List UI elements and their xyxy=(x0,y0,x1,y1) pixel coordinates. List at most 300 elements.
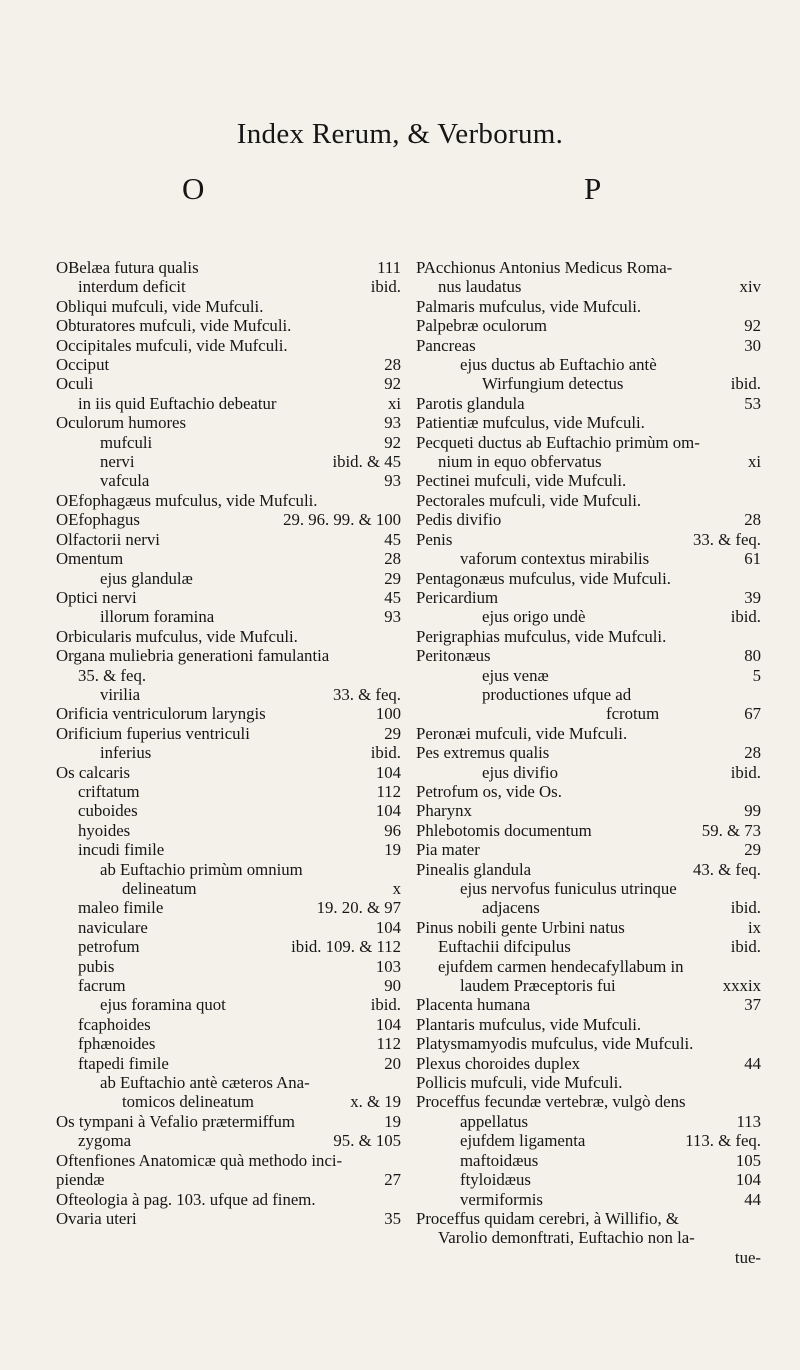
entry-page xyxy=(751,258,761,277)
entry-page: ibid. & 45 xyxy=(332,452,401,472)
entry-page xyxy=(751,724,761,743)
entry-text: in iis quid Euftachio debeatur xyxy=(78,393,277,413)
entry-text: Pharynx xyxy=(416,801,472,821)
entry-page: ibid. xyxy=(730,898,761,918)
index-entry xyxy=(416,957,761,976)
entry-page: 105 xyxy=(735,1150,761,1170)
index-entry xyxy=(56,995,401,1014)
entry-text: vaforum contextus mirabilis xyxy=(460,549,650,569)
entry-page: 45 xyxy=(384,529,401,549)
entry-text: Pinus nobili gente Urbini natus xyxy=(416,917,625,937)
entry-text: tue- xyxy=(734,1247,761,1267)
entry-page: 113 xyxy=(736,1111,761,1131)
entry-page: 90 xyxy=(384,976,401,996)
index-entry xyxy=(416,646,761,665)
entry-page: 99 xyxy=(744,801,761,821)
entry-page: 35 xyxy=(384,1208,401,1228)
entry-text: ab Euftachio primùm omnium xyxy=(100,859,303,879)
index-entry xyxy=(56,898,401,917)
index-entry xyxy=(56,1015,401,1034)
entry-page: 28 xyxy=(384,549,401,569)
entry-text: Pecqueti ductus ab Euftachio primùm om- xyxy=(416,432,700,452)
index-entry xyxy=(416,937,761,956)
entry-text: PAcchionus Antonius Medicus Roma- xyxy=(416,258,673,277)
entry-text: ejufdem ligamenta xyxy=(460,1131,586,1151)
entry-text: ejus foramina quot xyxy=(100,995,226,1015)
index-entry xyxy=(56,1170,401,1189)
entry-page: 61 xyxy=(744,549,761,569)
entry-text: nus laudatus xyxy=(438,277,522,297)
entry-text: nium in equo obfervatus xyxy=(438,452,602,472)
index-entry xyxy=(416,277,761,296)
entry-text: fphænoides xyxy=(78,1034,156,1054)
entry-text: adjacens xyxy=(482,898,540,918)
index-entry xyxy=(56,394,401,413)
entry-text: Obturatores mufculi, vide Mufculi. xyxy=(56,316,292,336)
entry-page: 33. & feq. xyxy=(692,529,761,549)
entry-text: 35. & feq. xyxy=(78,665,147,685)
index-entry xyxy=(416,918,761,937)
index-entry xyxy=(56,801,401,820)
index-entry xyxy=(416,763,761,782)
index-entry xyxy=(416,1131,761,1150)
entry-page: xi xyxy=(387,393,401,413)
entry-page xyxy=(391,1151,401,1170)
entry-text: incudi fimile xyxy=(78,840,165,860)
entry-page xyxy=(391,1073,401,1092)
entry-text: cuboides xyxy=(78,801,138,821)
entry-page: 29 xyxy=(744,840,761,860)
index-column-p xyxy=(416,258,761,1267)
entry-page xyxy=(391,491,401,510)
entry-page: xxxix xyxy=(722,976,761,996)
entry-text: ejus venæ xyxy=(482,665,549,685)
index-entry xyxy=(416,530,761,549)
entry-page xyxy=(751,491,761,510)
index-entry xyxy=(416,588,761,607)
index-entry xyxy=(56,336,401,355)
entry-page: 100 xyxy=(375,704,401,724)
index-entry xyxy=(416,840,761,859)
entry-text: Orificia ventriculorum laryngis xyxy=(56,704,266,724)
index-entry xyxy=(56,1190,401,1209)
entry-page: 28 xyxy=(384,355,401,375)
entry-text: Occipitales mufculi, vide Mufculi. xyxy=(56,335,288,355)
entry-text: Ovaria uteri xyxy=(56,1208,137,1228)
entry-page xyxy=(751,413,761,432)
entry-page: x. & 19 xyxy=(350,1092,401,1112)
index-entry xyxy=(416,1034,761,1053)
entry-page: 43. & feq. xyxy=(692,859,761,879)
index-entry xyxy=(56,1073,401,1092)
entry-page xyxy=(391,336,401,355)
entry-text: Omentum xyxy=(56,549,124,569)
entry-text: ejus origo undè xyxy=(482,607,586,627)
entry-page xyxy=(391,316,401,335)
entry-text: Plantaris mufculus, vide Mufculi. xyxy=(416,1014,642,1034)
entry-text: Optici nervi xyxy=(56,587,137,607)
entry-text: Obliqui mufculi, vide Mufculi. xyxy=(56,296,264,316)
index-entry xyxy=(56,646,401,665)
entry-page: 44 xyxy=(744,1053,761,1073)
index-entry xyxy=(56,471,401,490)
index-entry xyxy=(56,549,401,568)
entry-text: Oculorum humores xyxy=(56,413,187,433)
index-entry xyxy=(416,898,761,917)
entry-text: Pectinei mufculi, vide Mufculi. xyxy=(416,471,627,491)
index-entry xyxy=(416,374,761,393)
index-entry xyxy=(56,763,401,782)
index-entry xyxy=(56,666,401,685)
entry-text: hyoides xyxy=(78,820,131,840)
entry-page xyxy=(751,685,761,704)
index-entry xyxy=(416,549,761,568)
entry-text: inferius xyxy=(100,743,152,763)
entry-text: Organa muliebria generationi famulantia xyxy=(56,646,330,666)
index-entry xyxy=(416,1209,761,1228)
index-entry xyxy=(56,1112,401,1131)
entry-page xyxy=(751,957,761,976)
index-entry xyxy=(56,724,401,743)
index-entry xyxy=(416,413,761,432)
entry-text: Palmaris mufculus, vide Mufculi. xyxy=(416,296,642,316)
entry-text: ejus ductus ab Euftachio antè xyxy=(460,355,657,375)
entry-page: 113. & feq. xyxy=(685,1131,761,1151)
entry-text: ejus nervofus funiculus utrinque xyxy=(460,879,677,898)
entry-text: Patientiæ mufculus, vide Mufculi. xyxy=(416,413,645,433)
entry-text: Os calcaris xyxy=(56,762,131,782)
entry-page: 92 xyxy=(384,432,401,452)
entry-page: 67 xyxy=(744,704,761,724)
index-entry xyxy=(56,957,401,976)
index-entry xyxy=(416,860,761,879)
entry-page: 59. & 73 xyxy=(701,820,761,840)
index-entry xyxy=(416,1190,761,1209)
index-entry xyxy=(416,1170,761,1189)
entry-text: Pectorales mufculi, vide Mufculi. xyxy=(416,490,642,510)
entry-text: mufculi xyxy=(100,432,153,452)
index-entry xyxy=(56,607,401,626)
index-column-o xyxy=(56,258,401,1228)
entry-text: Palpebræ oculorum xyxy=(416,316,547,336)
entry-page: 111 xyxy=(377,258,401,277)
entry-text: Oculi xyxy=(56,374,94,394)
index-entry xyxy=(56,1151,401,1170)
index-entry xyxy=(56,355,401,374)
entry-text: Placenta humana xyxy=(416,995,531,1015)
index-entry xyxy=(416,1112,761,1131)
entry-page: 29. 96. 99. & 100 xyxy=(283,510,401,530)
index-entry xyxy=(56,627,401,646)
index-entry xyxy=(416,1248,761,1267)
entry-page: 112 xyxy=(376,1034,401,1054)
entry-page xyxy=(751,297,761,316)
entry-text: OBelæa futura qualis xyxy=(56,258,199,277)
entry-text: virilia xyxy=(100,684,141,704)
index-entry xyxy=(56,1034,401,1053)
entry-text: Ofteologia à pag. 103. ufque ad finem. xyxy=(56,1189,316,1209)
entry-text: OEfophagæus mufculus, vide Mufculi. xyxy=(56,490,318,510)
entry-page: 104 xyxy=(375,801,401,821)
entry-page: 33. & feq. xyxy=(332,684,401,704)
entry-page xyxy=(751,433,761,452)
entry-page: 93 xyxy=(384,607,401,627)
entry-page: 93 xyxy=(384,413,401,433)
index-entry xyxy=(56,316,401,335)
entry-text: Pollicis mufculi, vide Mufculi. xyxy=(416,1073,623,1093)
entry-page: 92 xyxy=(744,316,761,336)
entry-page: ibid. xyxy=(730,937,761,957)
index-entry xyxy=(56,879,401,898)
entry-page: ibid. 109. & 112 xyxy=(291,937,401,957)
index-entry xyxy=(56,1092,401,1111)
entry-page: 104 xyxy=(375,1014,401,1034)
entry-page: ibid. xyxy=(730,762,761,782)
index-entry xyxy=(416,1054,761,1073)
entry-page: 19. 20. & 97 xyxy=(316,898,401,918)
entry-text: Pia mater xyxy=(416,840,480,860)
entry-text: Occiput xyxy=(56,355,110,375)
entry-text: fcaphoides xyxy=(78,1014,151,1034)
index-entry xyxy=(416,801,761,820)
entry-page: ix xyxy=(747,917,761,937)
entry-page xyxy=(751,1015,761,1034)
index-entry xyxy=(416,433,761,452)
index-entry xyxy=(56,782,401,801)
entry-text: nervi xyxy=(100,452,135,472)
entry-page xyxy=(751,1034,761,1053)
index-entry xyxy=(416,743,761,762)
entry-page: 20 xyxy=(384,1053,401,1073)
entry-page xyxy=(751,1209,761,1228)
entry-page xyxy=(751,627,761,646)
entry-page xyxy=(751,1092,761,1111)
entry-page: 80 xyxy=(744,646,761,666)
index-entry xyxy=(56,704,401,723)
entry-text: Pentagonæus mufculus, vide Mufculi. xyxy=(416,568,671,588)
index-entry xyxy=(56,685,401,704)
index-entry xyxy=(56,840,401,859)
entry-text: Pedis divifio xyxy=(416,510,502,530)
entry-page: 44 xyxy=(744,1189,761,1209)
entry-page: 45 xyxy=(384,587,401,607)
index-entry xyxy=(56,530,401,549)
entry-text: facrum xyxy=(78,976,126,996)
index-entry xyxy=(56,1209,401,1228)
entry-page: ibid. xyxy=(370,995,401,1015)
entry-page: 112 xyxy=(376,781,401,801)
entry-page: 27 xyxy=(384,1170,401,1190)
entry-page xyxy=(391,627,401,646)
entry-page: x xyxy=(392,879,401,898)
entry-page: ibid. xyxy=(370,277,401,297)
section-letter-p: P xyxy=(584,171,602,206)
entry-text: Orificium fuperius ventriculi xyxy=(56,723,250,743)
index-entry xyxy=(56,277,401,296)
entry-text: Penis xyxy=(416,529,453,549)
entry-text: ejus glandulæ xyxy=(100,568,193,588)
entry-text: naviculare xyxy=(78,917,148,937)
entry-page: 53 xyxy=(744,393,761,413)
entry-text: vermiformis xyxy=(460,1189,543,1209)
index-entry xyxy=(56,569,401,588)
entry-text: ftapedi fimile xyxy=(78,1053,169,1073)
entry-text: Parotis glandula xyxy=(416,393,525,413)
entry-page xyxy=(391,666,401,685)
entry-text: petrofum xyxy=(78,937,140,957)
entry-text: criftatum xyxy=(78,781,140,801)
index-entry xyxy=(56,510,401,529)
section-letter-o: O xyxy=(182,171,205,206)
entry-page: 104 xyxy=(375,917,401,937)
entry-page: 93 xyxy=(384,471,401,491)
index-entry xyxy=(56,588,401,607)
index-entry xyxy=(56,1131,401,1150)
entry-page: 37 xyxy=(744,995,761,1015)
index-entry xyxy=(416,976,761,995)
entry-text: Peritonæus xyxy=(416,646,491,666)
index-entry xyxy=(416,316,761,335)
index-entry xyxy=(416,607,761,626)
index-entry xyxy=(416,336,761,355)
entry-page xyxy=(751,355,761,374)
entry-page: 28 xyxy=(744,743,761,763)
entry-page: 92 xyxy=(384,374,401,394)
entry-page: 29 xyxy=(384,723,401,743)
entry-text: interdum deficit xyxy=(78,277,186,297)
entry-text: ejus divifio xyxy=(482,762,558,782)
entry-page: 39 xyxy=(744,587,761,607)
entry-page: ibid. xyxy=(730,374,761,394)
entry-text: productiones ufque ad xyxy=(482,684,632,704)
entry-text: Perigraphias mufculus, vide Mufculi. xyxy=(416,626,667,646)
index-entry xyxy=(416,879,761,898)
index-entry xyxy=(56,743,401,762)
entry-page xyxy=(751,569,761,588)
index-entry xyxy=(416,1228,761,1247)
entry-text: maleo fimile xyxy=(78,898,164,918)
index-entry xyxy=(416,1073,761,1092)
entry-text: illorum foramina xyxy=(100,607,215,627)
entry-text: Petrofum os, vide Os. xyxy=(416,781,562,801)
index-entry xyxy=(416,1092,761,1111)
entry-page xyxy=(391,860,401,879)
index-entry xyxy=(56,413,401,432)
entry-text: Pes extremus qualis xyxy=(416,743,550,763)
index-entry xyxy=(416,355,761,374)
entry-page: 96 xyxy=(384,820,401,840)
index-entry xyxy=(416,471,761,490)
index-entry xyxy=(56,937,401,956)
entry-page: xi xyxy=(747,452,761,472)
index-entry xyxy=(56,374,401,393)
index-entry xyxy=(56,821,401,840)
index-entry xyxy=(416,995,761,1014)
index-entry xyxy=(416,685,761,704)
entry-text: ejufdem carmen hendecafyllabum in xyxy=(438,956,684,976)
entry-page xyxy=(751,1228,761,1247)
index-entry xyxy=(416,1015,761,1034)
entry-page: ibid. xyxy=(730,607,761,627)
entry-page xyxy=(391,1190,401,1209)
entry-text: piendæ xyxy=(56,1170,105,1190)
index-entry xyxy=(416,452,761,471)
index-entry xyxy=(56,297,401,316)
entry-text: tomicos delineatum xyxy=(122,1092,254,1112)
entry-text: Orbicularis mufculus, vide Mufculi. xyxy=(56,626,298,646)
index-entry xyxy=(416,394,761,413)
index-entry xyxy=(416,510,761,529)
entry-page xyxy=(391,646,401,665)
entry-page xyxy=(751,782,761,801)
index-entry xyxy=(56,433,401,452)
entry-page: 19 xyxy=(384,840,401,860)
entry-text: Varolio demonftrati, Euftachio non la- xyxy=(438,1228,695,1248)
index-entry xyxy=(56,491,401,510)
index-entry xyxy=(416,821,761,840)
index-entry xyxy=(56,860,401,879)
entry-text: vafcula xyxy=(100,471,150,491)
index-entry xyxy=(416,569,761,588)
entry-text: Plexus choroides duplex xyxy=(416,1053,581,1073)
index-entry xyxy=(416,258,761,277)
entry-text: Wirfungium detectus xyxy=(482,374,624,394)
index-entry xyxy=(56,918,401,937)
entry-text: Pinealis glandula xyxy=(416,859,532,879)
entry-page xyxy=(751,1073,761,1092)
entry-text: pubis xyxy=(78,956,115,976)
entry-text: Olfactorii nervi xyxy=(56,529,160,549)
entry-text: Euftachii difcipulus xyxy=(438,937,571,957)
entry-page: 104 xyxy=(375,762,401,782)
entry-page: 19 xyxy=(384,1111,401,1131)
entry-page xyxy=(751,879,761,898)
entry-text: zygoma xyxy=(78,1131,132,1151)
page-title: Index Rerum, & Verborum. xyxy=(236,118,564,150)
entry-page: 30 xyxy=(744,335,761,355)
entry-page: 5 xyxy=(752,665,761,685)
entry-page: 104 xyxy=(735,1170,761,1190)
entry-page: 28 xyxy=(744,510,761,530)
index-entry xyxy=(416,666,761,685)
entry-text: Peronæi mufculi, vide Mufculi. xyxy=(416,723,628,743)
index-entry xyxy=(416,724,761,743)
entry-text: Platysmamyodis mufculus, vide Mufculi. xyxy=(416,1034,694,1054)
entry-text: maftoidæus xyxy=(460,1150,539,1170)
entry-text: Pericardium xyxy=(416,587,499,607)
entry-text: Os tympani à Vefalio prætermiffum xyxy=(56,1111,295,1131)
index-entry xyxy=(416,704,761,723)
entry-page: 95. & 105 xyxy=(333,1131,401,1151)
entry-page: 103 xyxy=(375,956,401,976)
entry-page xyxy=(751,471,761,490)
index-entry xyxy=(56,452,401,471)
index-entry xyxy=(56,976,401,995)
entry-text: Proceffus quidam cerebri, à Willifio, & xyxy=(416,1208,679,1228)
entry-text: delineatum xyxy=(122,879,197,898)
entry-text: ftyloidæus xyxy=(460,1170,531,1190)
entry-page: xiv xyxy=(739,277,761,297)
entry-text: OEfophagus xyxy=(56,510,140,530)
entry-page: 29 xyxy=(384,568,401,588)
entry-text: laudem Præceptoris fui xyxy=(460,976,616,996)
entry-text: Phlebotomis documentum xyxy=(416,820,592,840)
entry-page: ibid. xyxy=(370,743,401,763)
index-entry xyxy=(416,297,761,316)
entry-text: ab Euftachio antè cæteros Ana- xyxy=(100,1073,310,1093)
index-entry xyxy=(416,1151,761,1170)
index-entry xyxy=(416,782,761,801)
